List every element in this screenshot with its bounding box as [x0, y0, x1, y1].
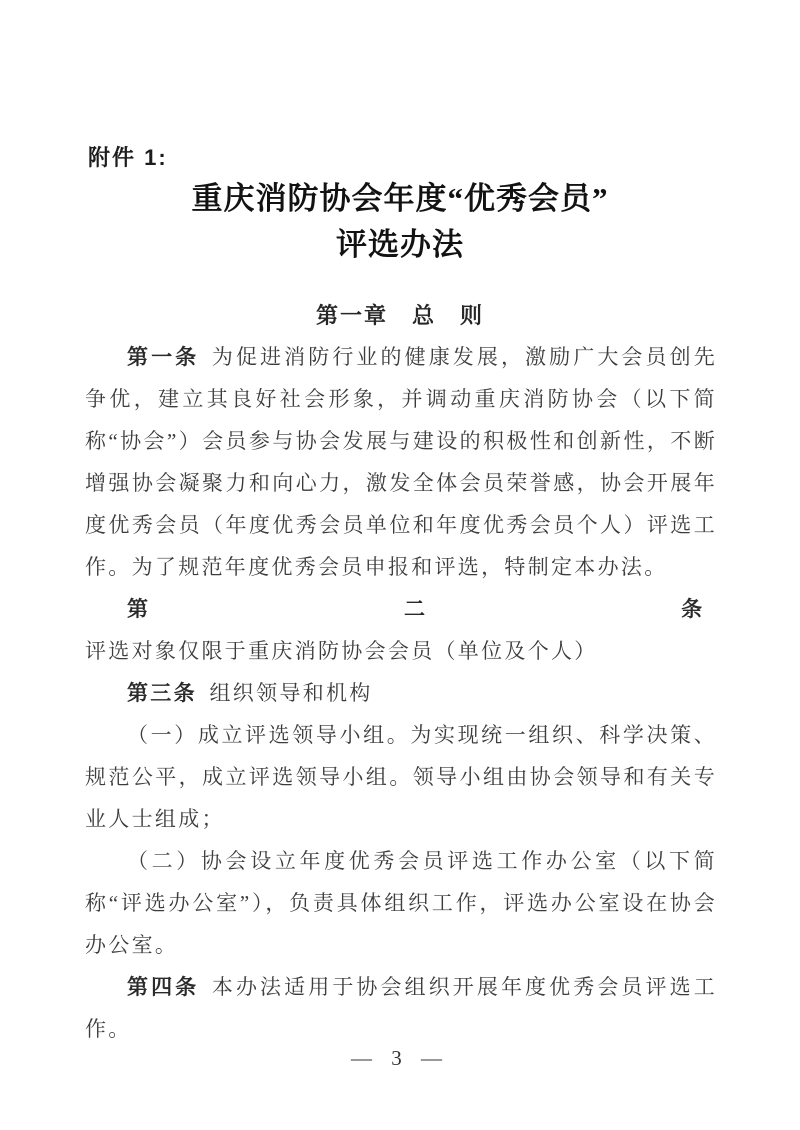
paragraph-article-4: [85, 966, 717, 1050]
document-title: [0, 176, 800, 268]
attachment-label: 附件 1:: [88, 145, 168, 170]
article-1-label: 第一条: [127, 345, 200, 369]
paragraph-item-1: [85, 714, 717, 840]
paragraph-article-3: [85, 672, 717, 714]
paragraph-item-2: [85, 840, 717, 966]
chapter-heading: 第一章 总 则: [315, 303, 484, 328]
document-title-line-1: 重庆消防协会年度“优秀会员”: [191, 181, 609, 216]
document-title-line-2: 评选办法: [336, 227, 464, 262]
article-3-label: 第三条: [127, 681, 197, 705]
document-body: [85, 336, 717, 1050]
article-4-label: 第四条: [127, 975, 200, 999]
item-2-text: （二）协会设立年度优秀会员评选工作办公室（以下简称“评选办公室”），负责具体组织工作，评选办公室设在协会办公室。: [85, 849, 717, 957]
article-2-text: 评选对象仅限于重庆消防协会会员（单位及个人）: [85, 639, 598, 663]
article-2-label: 第二条: [127, 597, 705, 621]
paragraph-article-1: [85, 336, 717, 588]
paragraph-article-2: [85, 588, 717, 672]
article-1-text: 为促进消防行业的健康发展，激励广大会员创先争优，建立其良好社会形象，并调动重庆消防协会（以下简称“协会”）会员参与协会发展与建设的积极性和创新性，不断增强协会凝聚力和向心力，激发全体会员荣誉感，协会开展年度优秀会员（年度优秀会员单位和年度优秀会员个人）评选工作。为了规范年度优秀会员申报和评选，特制定本办法。: [85, 345, 717, 579]
page-number: — 3 —: [351, 1046, 449, 1070]
article-3-text: 组织领导和机构: [209, 681, 373, 705]
article-4-text: 本办法适用于协会组织开展年度优秀会员评选工作。: [85, 975, 717, 1041]
item-1-text: （一）成立评选领导小组。为实现统一组织、科学决策、规范公平，成立评选领导小组。领导小组由协会领导和有关专业人士组成；: [85, 723, 717, 831]
